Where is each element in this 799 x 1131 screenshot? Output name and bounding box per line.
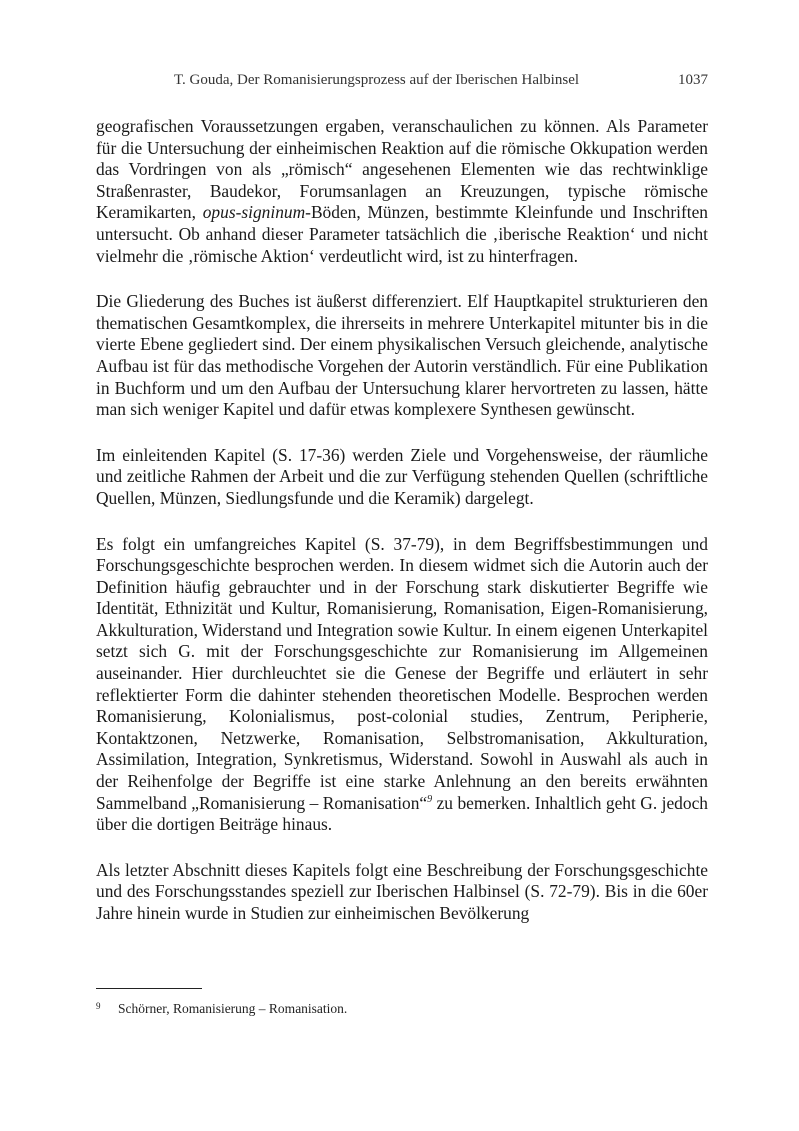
footnote-divider bbox=[96, 988, 202, 989]
paragraph-5: Als letzter Abschnitt dieses Kapitels folgt eine Beschreibung der Forschungsgeschichte und des Forschungsstandes speziell zur Iberischen Halbinsel (S. 72-79). Bis in die 60er Jahre hinein wurde in Studien zur einheimischen Bevölkerung bbox=[96, 859, 708, 923]
footnote-text: Schörner, Romanisierung – Romanisation. bbox=[118, 1001, 348, 1016]
footnote-number: 9 bbox=[96, 1001, 101, 1011]
italic-term: opus-signinum bbox=[202, 202, 306, 223]
paragraph-1 bbox=[96, 116, 708, 267]
paragraph-4-part-a: Es folgt ein umfangreiches Kapitel (S. 37-79), in dem Begriffsbestimmungen und Forschungsgeschichte besprochen werden. In diesem widmet sich die Autorin auch der Definition häufig gebrauchter und in der Forschung stark diskutierter Begriffe wie Identität, Ethnizität und Kultur, Romanisierung, Romanisation, Eigen-Romanisierung, Akkulturation, Widerstand und Integration sowie Kultur. In einem eigenen Unterkapitel setzt sich G. mit der Forschungsgeschichte zur Romanisierung im Allgemeinen auseinander. Hier durchleuchtet sie die Genese der Begriffe und erläutert in sehr reflektierter Form die dahinter stehenden theoretischen Modelle. Besprochen werden Romanisierung, Kolonialismus, post-colonial studies, Zentrum, Peripherie, Kontaktzonen, Netzwerke, Romanisation, Selbstromanisation, Akkulturation, Assimilation, Integration, Synkretismus, Widerstand. Sowohl in Auswahl als auch in der Reihenfolge der Begriffe ist eine starke Anlehnung an den bereits erwähnten Sammelband „Romanisierung – Romanisation“ bbox=[96, 533, 708, 813]
paragraph-2: Die Gliederung des Buches ist äußerst differenziert. Elf Hauptkapitel strukturieren den thematischen Gesamtkomplex, die ihrerseits in mehrere Unterkapitel mitunter bis in die vierte Ebene gegliedert sind. Der einem physikalischen Versuch gleichende, analytische Aufbau ist für das methodische Vorgehen der Autorin verständlich. Für eine Publikation in Buchform und um den Aufbau der Untersuchung klarer hervortreten zu lassen, hätte man sich weniger Kapitel und dafür etwas komplexere Synthesen gewünscht. bbox=[96, 291, 708, 420]
paragraph-4 bbox=[96, 534, 708, 836]
running-title: T. Gouda, Der Romanisierungsprozess auf der Iberischen Halbinsel bbox=[174, 72, 580, 88]
body-text bbox=[96, 116, 708, 949]
paragraph-3: Im einleitenden Kapitel (S. 17-36) werden Ziele und Vorgehensweise, der räumliche und zeitliche Rahmen der Arbeit und die zur Verfügung stehenden Quellen (schriftliche Quellen, Münzen, Siedlungsfunde und die Keramik) dargelegt. bbox=[96, 444, 708, 508]
paragraph-4-part-b: zu bemerken. Inhaltlich geht G. jedoch über die dortigen Beiträge hinaus. bbox=[96, 792, 708, 835]
paragraph-1-part-b: -Böden, Münzen, bestimmte Kleinfunde und Inschriften untersucht. Ob anhand dieser Parameter tatsächlich die ‚iberische Reaktion‘ und nicht vielmehr die ‚römische Aktion‘ verdeutlicht wird, ist zu hinterfragen. bbox=[96, 202, 709, 266]
page-number: 1037 bbox=[678, 72, 708, 88]
footnote-reference[interactable]: 9 bbox=[427, 793, 433, 805]
paragraph-1-part-a: geografischen Voraussetzungen ergaben, veranschaulichen zu können. Als Parameter für die Untersuchung der einheimischen Reaktion auf die römische Okkupation werden das Vordringen von als „römisch“ angesehenen Elementen wie das rechtwinklige Straßenraster, Baudekor, Forumsanlagen an Kreuzungen, typische römische Keramikarten, bbox=[96, 116, 708, 223]
